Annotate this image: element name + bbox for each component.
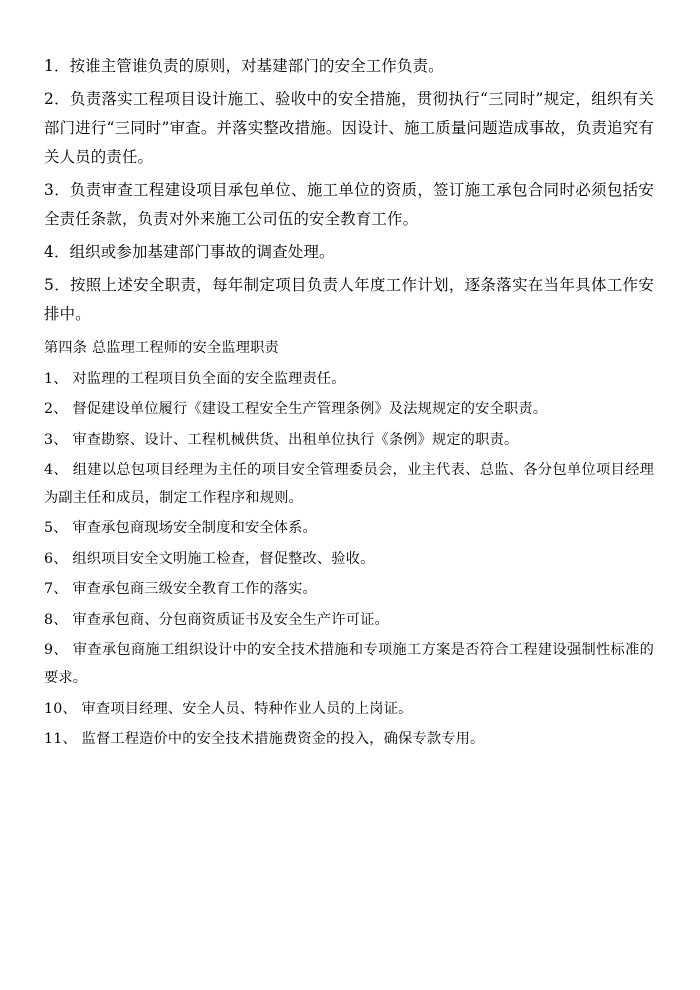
paragraph: 3．负责审查工程建设项目承包单位、施工单位的资质，签订施工承包合同时必须包括安全责任条款，负责对外来施工公司伍的安全教育工作。 <box>44 180 654 228</box>
list-item: 10、 审查项目经理、安全人员、特种作业人员的上岗证。 <box>44 700 413 717</box>
paragraph: 1．按谁主管谁负责的原则，对基建部门的安全工作负责。 <box>44 57 444 75</box>
list-item: 5、 审查承包商现场安全制度和安全体系。 <box>44 520 317 537</box>
document-body <box>44 52 654 754</box>
paragraph: 4．组织或参加基建部门事故的调查处理。 <box>44 242 335 261</box>
list-item: 2、 督促建设单位履行《建设工程安全生产管理条例》及法规规定的安全职责。 <box>44 401 548 418</box>
list-item: 3、 审查勘察、设计、工程机械供货、出租单位执行《条例》规定的职责。 <box>44 431 519 448</box>
list-item: 6、 组织项目安全文明施工检查，督促整改、验收。 <box>44 550 375 567</box>
list-item: 9、 审查承包商施工组织设计中的安全技术措施和专项施工方案是否符合工程建设强制性标准的要求。 <box>44 642 654 687</box>
paragraph: 2．负责落实工程项目设计施工、验收中的安全措施，贯彻执行“三同时”规定，组织有关部门进行“三同时”审查。并落实整改措施。因设计、施工质量问题造成事故，负责追究有关人员的责任。 <box>44 89 654 166</box>
list-item: 4、 组建以总包项目经理为主任的项目安全管理委员会，业主代表、总监、各分包单位项目经理为副主任和成员，制定工作程序和规则。 <box>44 462 654 506</box>
list-item: 11、 监督工程造价中的安全技术措施费资金的投入，确保专款专用。 <box>44 731 485 748</box>
list-item: 1、 对监理的工程项目负全面的安全监理责任。 <box>44 370 346 387</box>
paragraph: 5．按照上述安全职责，每年制定项目负责人年度工作计划，逐条落实在当年具体工作安排中。 <box>44 275 654 323</box>
list-item: 7、 审查承包商三级安全教育工作的落实。 <box>44 581 317 598</box>
section-heading: 第四条 总监理工程师的安全监理职责 <box>44 339 279 356</box>
list-item: 8、 审查承包商、分包商资质证书及安全生产许可证。 <box>44 611 389 628</box>
